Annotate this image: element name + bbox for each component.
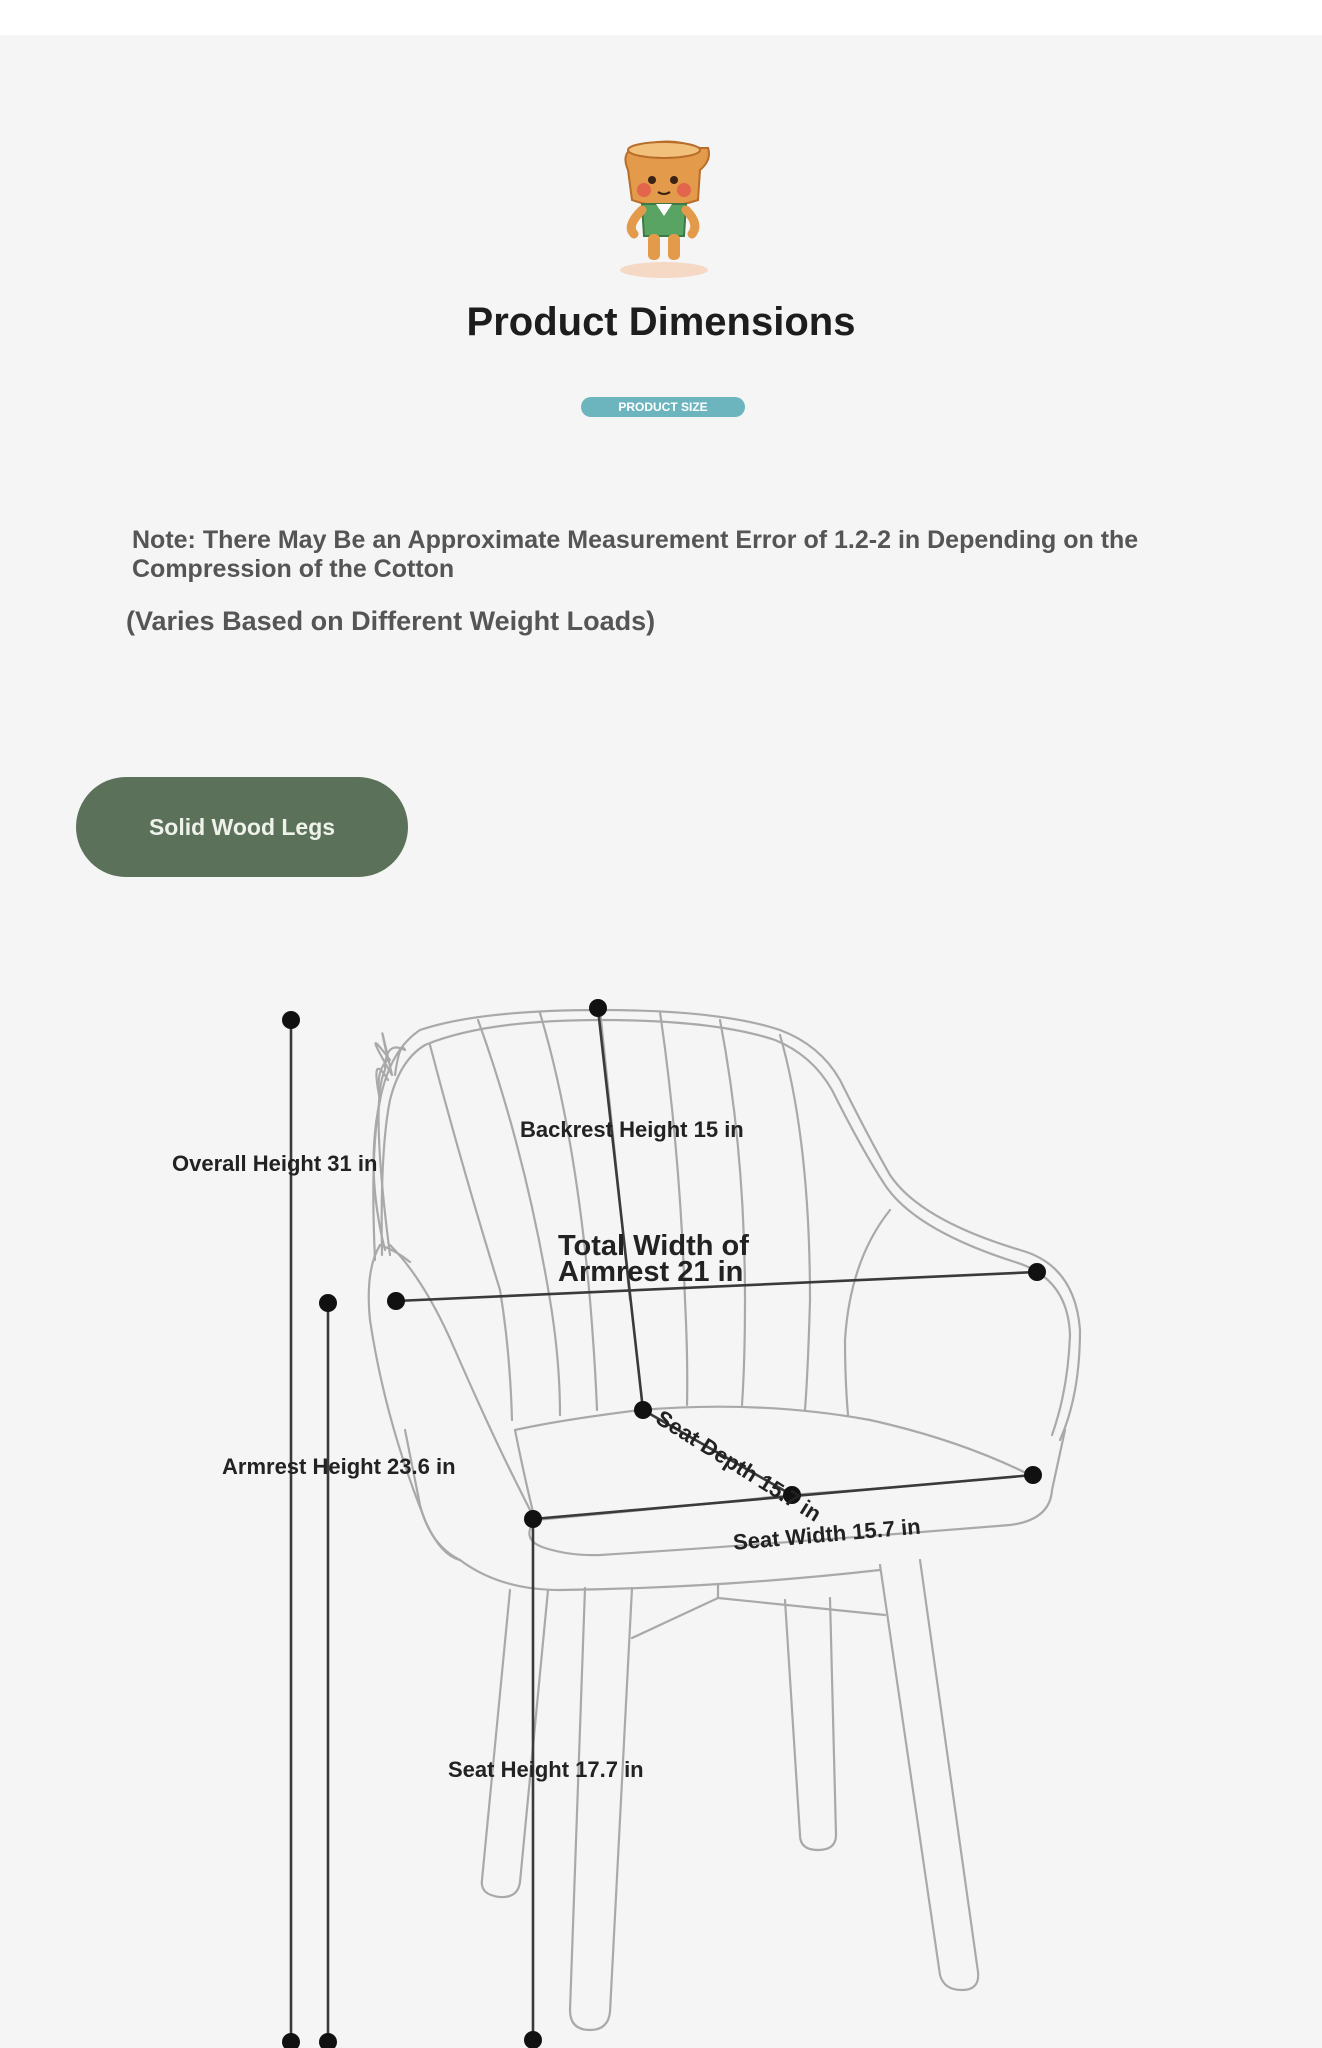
solid-wood-legs-pill: Solid Wood Legs bbox=[76, 777, 408, 877]
measurement-note: Note: There May Be an Approximate Measurement Error of 1.2-2 in Depending on the Compression of the Cotton bbox=[132, 526, 1139, 583]
total-width-line2: Armrest 21 in bbox=[558, 1256, 744, 1288]
seat-height-label: Seat Height 17.7 in bbox=[448, 1757, 644, 1782]
total-width-line1: Total Width of bbox=[558, 1230, 749, 1262]
weight-note: (Varies Based on Different Weight Loads) bbox=[126, 606, 656, 636]
armrest-height-label: Armrest Height 23.6 in bbox=[222, 1454, 456, 1479]
backrest-height-label: Backrest Height 15 in bbox=[520, 1117, 744, 1142]
page-title: Product Dimensions bbox=[466, 300, 856, 344]
seat-width-label: Seat Width 15.7 in bbox=[732, 1513, 922, 1555]
seat-depth-label: Seat Depth 15.7 in bbox=[651, 1405, 826, 1527]
product-size-badge: PRODUCT SIZE bbox=[581, 397, 745, 417]
total-width-label bbox=[558, 1230, 749, 1288]
overall-height-label: Overall Height 31 in bbox=[172, 1151, 378, 1176]
